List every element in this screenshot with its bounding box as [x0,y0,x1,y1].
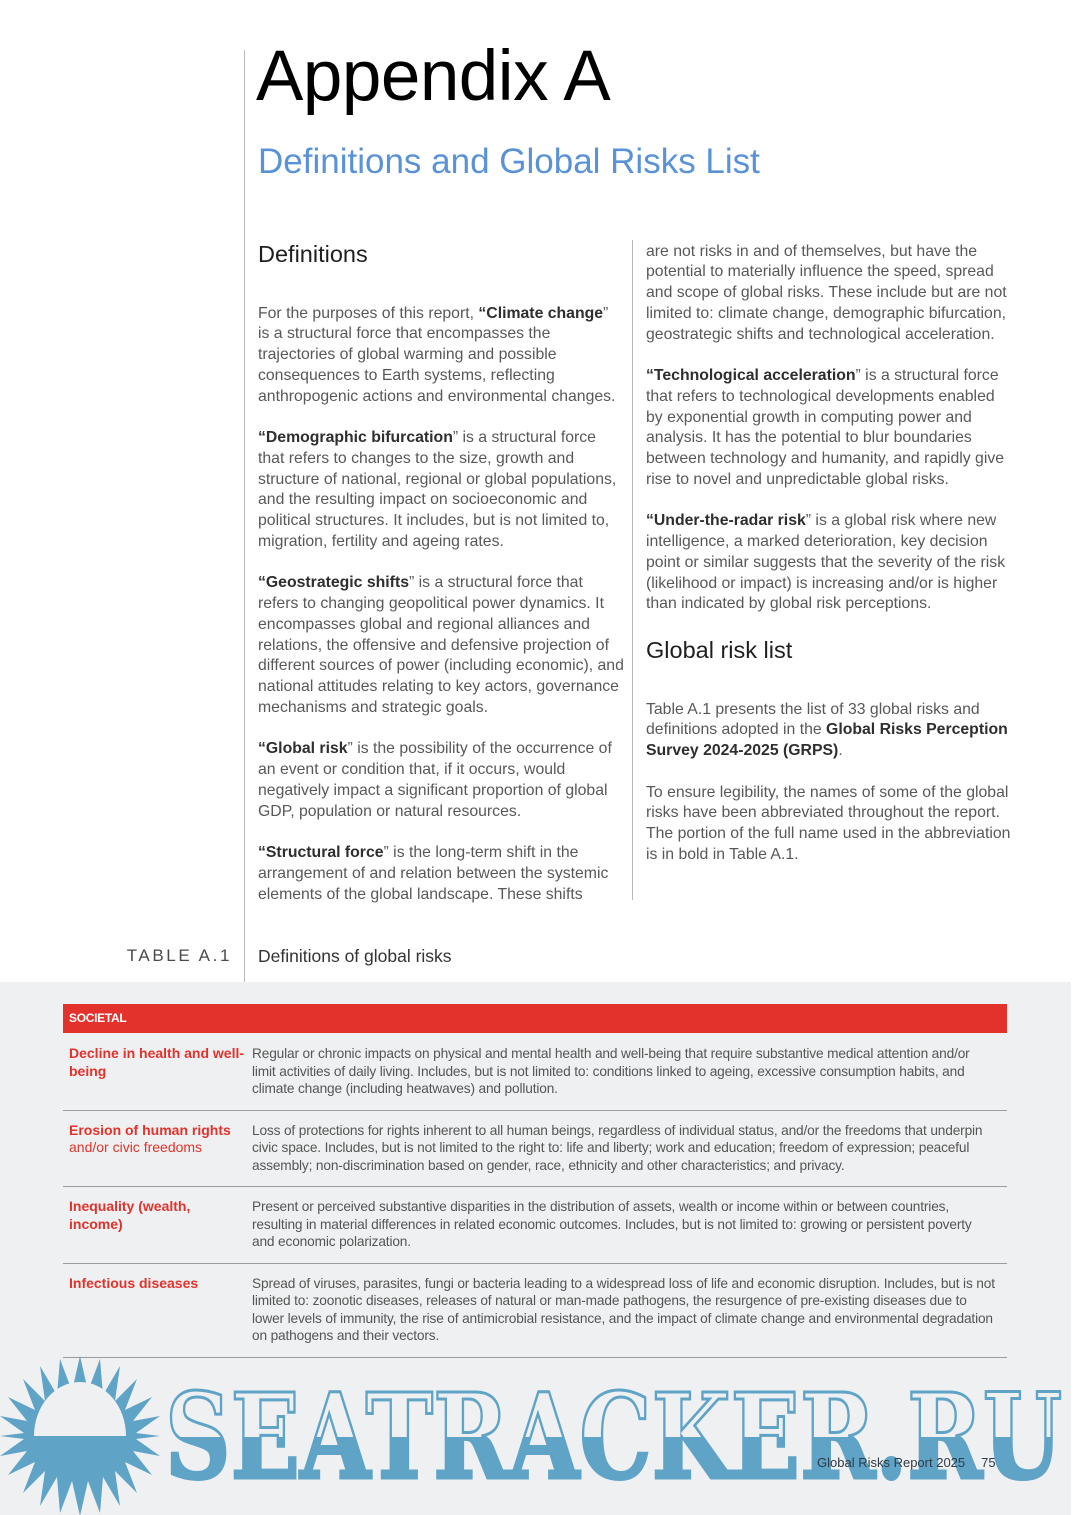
table-row [63,1275,1007,1358]
definition-demographic-bifurcation: “Demographic bifurcation” is a structural force that refers to changes to the size, growth and structure of national, regional or global populations, and the resulting impact on socioeconomic and political structures. It includes, but is not limited to, migration, fertility and ageing rates. [258,429,617,550]
table-label: TABLE A.1 [126,946,232,965]
risk-name: Infectious diseases [69,1274,199,1291]
definition-climate-change: For the purposes of this report, “Climate change” is a structural force that encompasses the trajectories of global warming and possible consequences to Earth systems, reflecting anthropogenic actions and environmental changes. [258,304,616,405]
definition-under-the-radar-risk: “Under-the-radar risk” is a global risk where new intelligence, a marked deterioration, key decision point or similar suggests that the severity of the risk (likelihood or impact) is increasing and/or is higher than indicated by global risk perceptions. [646,512,1006,613]
risk-description: Loss of protections for rights inherent to all human beings, regardless of individual status, and/or the freedoms that underpin civic space. Includes, but is not limited to the right to: life and liberty; work and education; freedom of expression; peaceful assembly; non-discrimination based on gender, race, ethnicity and other characteristics; and privacy. [252,1122,983,1173]
definition-term: “Demographic bifurcation [258,429,453,447]
global-risk-list-note: To ensure legibility, the names of some of the global risks have been abbreviated throughout the report. The portion of the full name used in the abbreviation is in bold in Table A.1. [646,783,1011,863]
risk-description: Present or perceived substantive disparities in the distribution of assets, wealth or income within or between countries, resulting in material differences in related economic outcomes. Includes, but is not limited to: growing or persistent poverty and economic polarization. [252,1199,972,1249]
page-title: Appendix A [256,37,611,116]
definition-geostrategic-shifts: “Geostrategic shifts” is a structural force that refers to changing geopolitical power dynamics. It encompasses global and regional alliances and relations, the offensive and defensive projection of different sources of power (including economic), and national attitudes relating to key actors, governance mechanisms and strategic goals. [258,574,624,716]
page-number: 75 [981,1455,996,1470]
right-text-column [646,242,1012,887]
category-header-societal [63,1004,1007,1033]
definition-term: “Geostrategic shifts [258,574,409,592]
risk-description: Regular or chronic impacts on physical and mental health and well-being that require substantive medical attention and/or limit activities of daily living. Includes, but is not limited to: conditions linked to ageing, excessive consumption habits, and climate change (including heatwaves) and pollution. [252,1046,970,1096]
page-footer [817,1455,996,1471]
global-risk-list-intro: Table A.1 presents the list of 33 global risks and definitions adopted in the Global Risks Perception Survey 2024-2025 (GRPS). [646,700,1008,760]
risk-name: Erosion of human rights and/or civic freedoms [69,1121,231,1155]
survey-name: Global Risks Perception Survey 2024-2025 (GRPS) [646,721,1008,760]
table-title: Definitions of global risks [258,946,452,966]
definition-term: “Under-the-radar risk [646,512,806,530]
page-subtitle: Definitions and Global Risks List [258,142,760,181]
definition-term: “Technological acceleration [646,367,856,385]
global-risk-list-heading: Global risk list [646,637,793,664]
table-row [63,1045,1007,1111]
definition-term: “Global risk [258,740,348,758]
left-text-column [258,240,624,926]
definition-structural-force: “Structural force” is the long-term shift in the arrangement of and relation between the systemic elements of the global landscape. These shifts [258,844,609,903]
column-divider-line [632,240,633,900]
table-row [63,1198,1007,1264]
risk-description: Spread of viruses, parasites, fungi or bacteria leading to a widespread loss of life and economic disruption. Includes, but is not limited to: zoonotic diseases, releases of natural or man-made pathogens, the resurgence of pre-existing diseases due to lower levels of immunity, the rise of antimicrobial resistance, and the impact of climate change and environmental degradation on pathogens and their vectors. [252,1275,995,1343]
watermark-text: SEATRACKER.RU [165,1367,1062,1506]
risk-table [63,1045,1007,1369]
definition-technological-acceleration: “Technological acceleration” is a structural force that refers to technological developments enabled by exponential growth in computing power and analysis. It has the potential to blur boundaries between technology and humanity, and rapidly give rise to novel and unpredictable global risks. [646,367,1005,488]
risk-name: Inequality (wealth, income) [69,1198,191,1232]
left-divider-line [244,50,245,982]
definition-global-risk: “Global risk” is the possibility of the occurrence of an event or condition that, if it occurs, would negatively impact a significant proportion of global GDP, population or natural resources. [258,740,612,820]
table-row [63,1122,1007,1188]
risk-name: Decline in health and well-being [69,1045,245,1079]
definitions-heading: Definitions [258,241,368,267]
definition-term: “Climate change [478,304,604,322]
report-name: Global Risks Report 2025 [817,1455,966,1470]
definition-term: “Structural force [258,844,384,862]
category-label: SOCIETAL [69,1011,127,1025]
definition-structural-force-continued: are not risks in and of themselves, but have the potential to materially influence the speed, spread and scope of global risks. These include but are not limited to: climate change, demographic bifurcation, geostrategic shifts and technological acceleration. [646,242,1007,343]
